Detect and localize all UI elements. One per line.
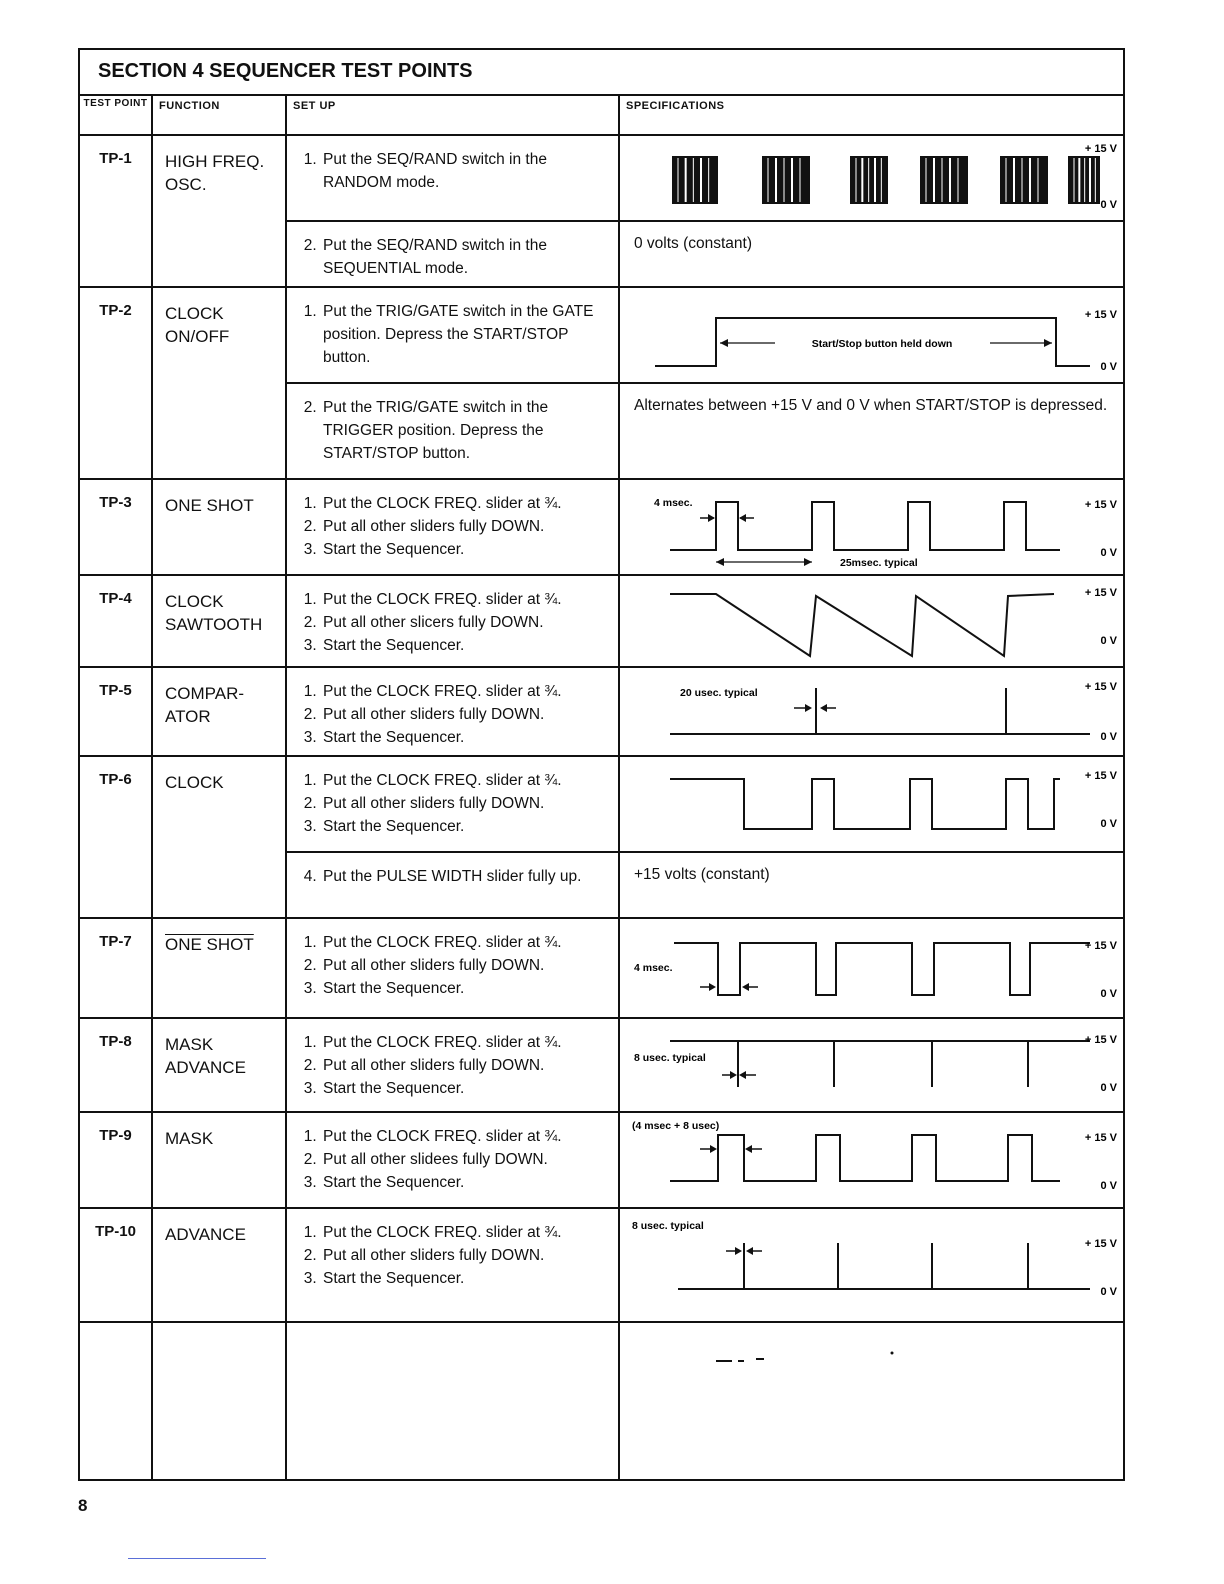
zero-volt-label: 0 V: [1100, 731, 1117, 743]
waveform-diagram: [620, 757, 1123, 849]
spec-cell: [619, 221, 1124, 287]
function-label: MASK ADVANCE: [165, 1035, 246, 1077]
setup-step: 2. Put the TRIG/GATE switch in the TRIGGER position. Depress the START/STOP button.: [321, 396, 610, 465]
spec-cell: [619, 852, 1124, 918]
zero-volt-label: 0 V: [1100, 361, 1117, 373]
function-cell: [152, 1112, 286, 1208]
spec-cell: [619, 135, 1124, 221]
setup-step: 3. Start the Sequencer.: [321, 1267, 610, 1290]
plus15-label: + 15 V: [1084, 587, 1117, 599]
spec-cell: [619, 383, 1124, 479]
header-setup: SET UP: [286, 95, 619, 135]
zero-volt-label: 0 V: [1100, 1286, 1117, 1298]
setup-step: 1. Put the CLOCK FREQ. slider at ¾.: [321, 680, 610, 703]
period-label: 25msec. typical: [840, 557, 918, 569]
bottom-rule: [128, 1558, 266, 1559]
table-row: [79, 1018, 1124, 1112]
noise-block: [1000, 156, 1048, 204]
table-row: [79, 287, 1124, 383]
test-point-cell: TP-3: [79, 479, 152, 575]
function-cell: [152, 575, 286, 667]
setup-step: 2. Put all other slidees fully DOWN.: [321, 1148, 610, 1171]
table-row: [79, 918, 1124, 1018]
function-label: MASK: [165, 1129, 214, 1148]
setup-cell: [286, 287, 619, 383]
plus15-label: + 15 V: [1084, 1132, 1117, 1144]
spike-width-label: 20 usec. typical: [680, 687, 758, 699]
plus15-label: + 15 V: [1084, 1034, 1117, 1046]
waveform-diagram: [620, 1209, 1123, 1319]
test-point-cell: TP-6: [79, 756, 152, 918]
setup-cell: [286, 383, 619, 479]
empty-row: [79, 1322, 1124, 1480]
noise-block: [920, 156, 968, 204]
spec-cell: [619, 918, 1124, 1018]
setup-step: 2. Put all other sliders fully DOWN.: [321, 1054, 610, 1077]
spec-text: +15 volts (constant): [634, 866, 770, 883]
setup-step: 1. Put the CLOCK FREQ. slider at ¾.: [321, 1031, 610, 1054]
plus15-label: + 15 V: [1084, 681, 1117, 693]
setup-step: 1. Put the CLOCK FREQ. slider at ¾.: [321, 588, 610, 611]
setup-cell: [286, 1208, 619, 1322]
zero-volt-label: 0 V: [1100, 988, 1117, 1000]
setup-cell: [286, 667, 619, 756]
test-point-cell: TP-8: [79, 1018, 152, 1112]
setup-steps: [299, 931, 610, 1000]
setup-steps: [299, 588, 610, 657]
header-test-point: TEST POINT: [79, 95, 152, 135]
table-body: [79, 135, 1124, 1480]
setup-steps: [299, 148, 610, 194]
setup-steps: [299, 1221, 610, 1290]
function-cell: [152, 1018, 286, 1112]
setup-step: 1. Put the SEQ/RAND switch in the RANDOM mode.: [321, 148, 610, 194]
plus15-label: + 15 V: [1084, 1238, 1117, 1250]
mask-advance-waveform: [670, 1041, 1090, 1087]
setup-cell: [286, 479, 619, 575]
setup-step: 3. Start the Sequencer.: [321, 1171, 610, 1194]
function-cell: [152, 1208, 286, 1322]
setup-steps: [299, 769, 610, 838]
spec-cell: [619, 479, 1124, 575]
setup-step: 4. Put the PULSE WIDTH slider fully up.: [321, 865, 610, 888]
one-shot-waveform: [670, 502, 1060, 550]
function-label: ONE SHOT: [165, 935, 254, 954]
plus15-label: + 15 V: [1084, 143, 1117, 155]
function-label: CLOCK ON/OFF: [165, 304, 230, 346]
document: [78, 48, 1123, 1481]
waveform-diagram: [620, 668, 1123, 752]
setup-steps: [299, 234, 610, 280]
waveform-diagram: [620, 136, 1123, 218]
held-down-label: Start/Stop button held down: [811, 338, 953, 350]
setup-steps: [299, 680, 610, 749]
waveform-diagram: [620, 288, 1123, 380]
setup-step: 2. Put the SEQ/RAND switch in the SEQUENTIAL mode.: [321, 234, 610, 280]
spec-cell: [619, 1018, 1124, 1112]
spec-cell: [619, 575, 1124, 667]
waveform-diagram: [620, 1113, 1123, 1205]
function-cell: [152, 918, 286, 1018]
setup-step: 2. Put all other sliders fully DOWN.: [321, 1244, 610, 1267]
function-cell: [152, 135, 286, 287]
spec-cell: [619, 1112, 1124, 1208]
setup-step: 2. Put all other sliders fully DOWN.: [321, 792, 610, 815]
setup-steps: [299, 1031, 610, 1100]
spike-width-label: 8 usec. typical: [634, 1052, 706, 1064]
plus15-label: + 15 V: [1084, 309, 1117, 321]
setup-cell: [286, 756, 619, 852]
setup-step: 1. Put the CLOCK FREQ. slider at ¾.: [321, 1125, 610, 1148]
function-label: ADVANCE: [165, 1225, 246, 1244]
spec-text: Alternates between +15 V and 0 V when START/STOP is depressed.: [634, 397, 1108, 414]
test-point-cell: TP-10: [79, 1208, 152, 1322]
function-label: CLOCK SAWTOOTH: [165, 592, 263, 634]
zero-volt-label: 0 V: [1100, 818, 1117, 830]
table-row: [79, 135, 1124, 221]
spec-cell: [619, 756, 1124, 852]
plus15-label: + 15 V: [1084, 770, 1117, 782]
function-cell: [152, 756, 286, 918]
setup-step: 1. Put the CLOCK FREQ. slider at ¾.: [321, 931, 610, 954]
setup-step: 2. Put all other slicers fully DOWN.: [321, 611, 610, 634]
setup-step: 1. Put the CLOCK FREQ. slider at ¾.: [321, 492, 610, 515]
setup-cell: [286, 852, 619, 918]
pulse-width-label: 4 msec.: [634, 962, 673, 974]
header-specifications: SPECIFICATIONS: [619, 95, 1124, 135]
setup-step: 1. Put the CLOCK FREQ. slider at ¾.: [321, 769, 610, 792]
setup-step: 3. Start the Sequencer.: [321, 634, 610, 657]
setup-cell: [286, 1018, 619, 1112]
setup-steps: [299, 865, 610, 888]
function-label: ONE SHOT: [165, 496, 254, 515]
pulse-width-label: 4 msec.: [654, 497, 693, 509]
zero-volt-label: 0 V: [1100, 1082, 1117, 1094]
spec-cell: [619, 667, 1124, 756]
test-points-table: [78, 48, 1125, 1481]
test-point-cell: TP-7: [79, 918, 152, 1018]
setup-cell: [286, 135, 619, 221]
setup-step: 2. Put all other sliders fully DOWN.: [321, 515, 610, 538]
test-point-cell: TP-9: [79, 1112, 152, 1208]
pulse-width-label: (4 msec + 8 usec): [632, 1120, 720, 1132]
setup-step: 3. Start the Sequencer.: [321, 815, 610, 838]
setup-cell: [286, 221, 619, 287]
table-row: [79, 1112, 1124, 1208]
function-label: COMPAR- ATOR: [165, 684, 245, 726]
setup-step: 1. Put the TRIG/GATE switch in the GATE position. Depress the START/STOP button.: [321, 300, 610, 369]
setup-step: 3. Start the Sequencer.: [321, 1077, 610, 1100]
setup-steps: [299, 1125, 610, 1194]
setup-step: 2. Put all other sliders fully DOWN.: [321, 954, 610, 977]
setup-steps: [299, 492, 610, 561]
table-row: [79, 575, 1124, 667]
setup-cell: [286, 1112, 619, 1208]
section-title: SECTION 4 SEQUENCER TEST POINTS: [79, 49, 1124, 95]
waveform-diagram: [620, 1019, 1123, 1109]
table-row: [79, 1208, 1124, 1322]
function-cell: [152, 479, 286, 575]
spike-width-label: 8 usec. typical: [632, 1220, 704, 1232]
setup-step: 2. Put all other sliders fully DOWN.: [321, 703, 610, 726]
waveform-diagram: [620, 480, 1123, 572]
spec-text: 0 volts (constant): [634, 235, 753, 252]
spec-cell: [619, 287, 1124, 383]
test-point-cell: TP-4: [79, 575, 152, 667]
test-point-cell: TP-2: [79, 287, 152, 479]
setup-step: 1. Put the CLOCK FREQ. slider at ¾.: [321, 1221, 610, 1244]
setup-steps: [299, 396, 610, 465]
setup-cell: [286, 918, 619, 1018]
zero-volt-label: 0 V: [1100, 1180, 1117, 1192]
function-cell: [152, 287, 286, 479]
setup-cell: [286, 575, 619, 667]
table-row: [79, 479, 1124, 575]
noise-block: [672, 156, 718, 204]
test-point-cell: TP-5: [79, 667, 152, 756]
setup-step: 3. Start the Sequencer.: [321, 538, 610, 561]
zero-volt-label: 0 V: [1100, 199, 1117, 211]
zero-volt-label: 0 V: [1100, 635, 1117, 647]
function-label: CLOCK: [165, 773, 224, 792]
inverted-one-shot-waveform: [674, 943, 1090, 995]
clock-waveform: [670, 779, 1060, 829]
waveform-diagram: [620, 919, 1123, 1015]
test-point-cell: TP-1: [79, 135, 152, 287]
waveform-diagram: [620, 576, 1123, 664]
table-row: [79, 756, 1124, 852]
setup-steps: [299, 300, 610, 369]
function-label: HIGH FREQ. OSC.: [165, 152, 265, 194]
setup-step: 3. Start the Sequencer.: [321, 726, 610, 749]
zero-volt-label: 0 V: [1100, 547, 1117, 559]
mask-waveform: [670, 1135, 1060, 1181]
setup-step: 3. Start the Sequencer.: [321, 977, 610, 1000]
sawtooth-waveform: [670, 594, 1054, 656]
plus15-label: + 15 V: [1084, 499, 1117, 511]
table-row: [79, 667, 1124, 756]
header-function: FUNCTION: [152, 95, 286, 135]
noise-block: [762, 156, 810, 204]
plus15-label: + 15 V: [1084, 940, 1117, 952]
function-cell: [152, 667, 286, 756]
spec-cell: [619, 1208, 1124, 1322]
page-number: 8: [78, 1496, 88, 1515]
